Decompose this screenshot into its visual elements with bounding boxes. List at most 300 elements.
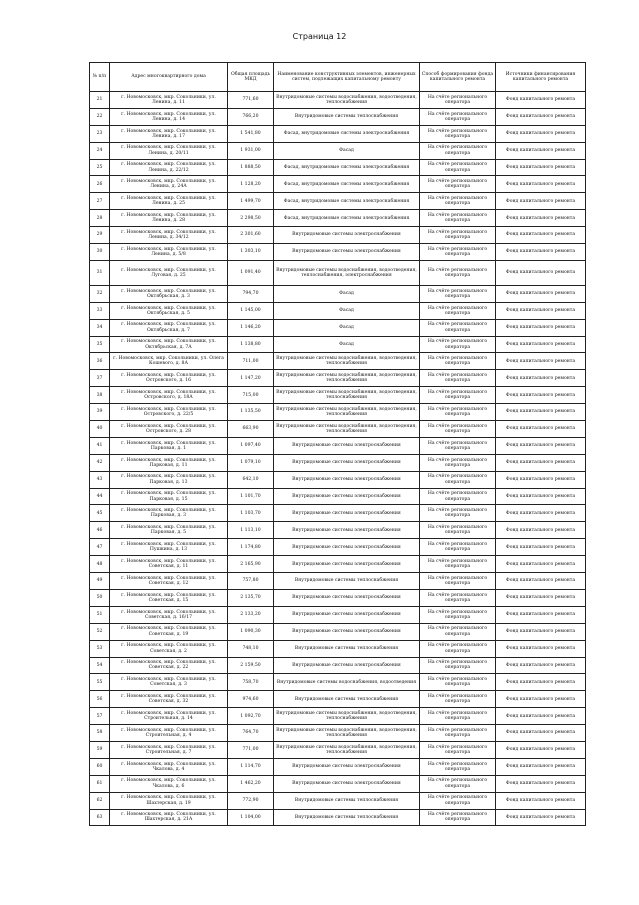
cell-address: г. Новомосковск, мкр. Сокольники, ул. Ленина, д. 14 — [110, 108, 228, 125]
table-body — [90, 92, 586, 826]
header-area: Общая площадь МКД — [228, 63, 274, 92]
cell-works: Внутридомовые системы электроснабжения — [274, 227, 420, 244]
table-row — [90, 159, 586, 176]
table-row — [90, 108, 586, 125]
cell-num: 59 — [90, 741, 110, 758]
cell-address: г. Новомосковск, мкр. Сокольники, ул. Ленина, д. 5/8 — [110, 244, 228, 261]
cell-address: г. Новомосковск, мкр. Сокольники, ул. Шахтерская, д. 21А — [110, 809, 228, 826]
cell-num: 45 — [90, 505, 110, 522]
table-row — [90, 421, 586, 438]
cell-area: 772,90 — [228, 792, 274, 809]
cell-address: г. Новомосковск, мкр. Сокольники, ул. Октябрьская, д. 5 — [110, 302, 228, 319]
cell-source: Фонд капитального ремонта — [496, 302, 586, 319]
cell-num: 23 — [90, 125, 110, 142]
cell-works: Фасад, внутридомовые системы электроснабжения — [274, 176, 420, 193]
cell-method: На счёте регионального оператора — [420, 741, 496, 758]
cell-area: 2 301,60 — [228, 227, 274, 244]
table-row — [90, 522, 586, 539]
cell-area: 766,20 — [228, 108, 274, 125]
cell-address: г. Новомосковск, мкр. Сокольники, ул. Парковая, д. 15 — [110, 488, 228, 505]
table-row — [90, 691, 586, 708]
cell-num: 63 — [90, 809, 110, 826]
header-works: Наименование конструктивных элементов, инженерных систем, подлежащих капитальному ремонту — [274, 63, 420, 92]
cell-works: Внутридомовые системы электроснабжения — [274, 606, 420, 623]
cell-num: 33 — [90, 302, 110, 319]
table-row — [90, 488, 586, 505]
cell-source: Фонд капитального ремонта — [496, 505, 586, 522]
cell-area: 711,00 — [228, 353, 274, 370]
cell-works: Внутридомовые системы электроснабжения — [274, 657, 420, 674]
cell-source: Фонд капитального ремонта — [496, 404, 586, 421]
cell-area: 1 888,50 — [228, 159, 274, 176]
cell-method: На счёте регионального оператора — [420, 260, 496, 285]
cell-address: г. Новомосковск, мкр. Сокольники, ул. Островского, д. 22/5 — [110, 404, 228, 421]
cell-source: Фонд капитального ремонта — [496, 370, 586, 387]
cell-method: На счёте регионального оператора — [420, 539, 496, 556]
cell-method: На счёте регионального оператора — [420, 708, 496, 725]
cell-num: 32 — [90, 285, 110, 302]
table-row — [90, 244, 586, 261]
cell-address: г. Новомосковск, мкр. Сокольники, ул. Парковая, д. 11 — [110, 454, 228, 471]
cell-address: г. Новомосковск, мкр. Сокольники, ул. Советская, д. 15 — [110, 589, 228, 606]
cell-method: На счёте регионального оператора — [420, 589, 496, 606]
cell-works: Внутридомовые системы водоснабжения, водоотведения — [274, 674, 420, 691]
table-row — [90, 556, 586, 573]
cell-method: На счёте регионального оператора — [420, 108, 496, 125]
header-method: Способ формирования фонда капитального ремонта — [420, 63, 496, 92]
cell-num: 48 — [90, 556, 110, 573]
cell-num: 51 — [90, 606, 110, 623]
cell-method: На счёте регионального оператора — [420, 691, 496, 708]
cell-source: Фонд капитального ремонта — [496, 708, 586, 725]
cell-area: 757,80 — [228, 573, 274, 590]
cell-works: Фасад, внутридомовые системы электроснабжения — [274, 210, 420, 227]
cell-source: Фонд капитального ремонта — [496, 285, 586, 302]
table-row — [90, 539, 586, 556]
table-row — [90, 353, 586, 370]
cell-method: На счёте регионального оператора — [420, 319, 496, 336]
table-row — [90, 319, 586, 336]
cell-source: Фонд капитального ремонта — [496, 227, 586, 244]
cell-num: 55 — [90, 674, 110, 691]
cell-works: Внутридомовые системы теплоснабжения — [274, 573, 420, 590]
cell-method: На счёте регионального оператора — [420, 336, 496, 353]
cell-area: 1 135,50 — [228, 404, 274, 421]
cell-num: 42 — [90, 454, 110, 471]
cell-method: На счёте регионального оператора — [420, 505, 496, 522]
page-header: Страница 12 — [292, 32, 347, 41]
cell-source: Фонд капитального ремонта — [496, 176, 586, 193]
cell-area: 758,70 — [228, 674, 274, 691]
table-row — [90, 454, 586, 471]
cell-address: г. Новомосковск, мкр. Сокольники, ул. Ленина, д. 11 — [110, 92, 228, 109]
cell-works: Внутридомовые системы электроснабжения — [274, 437, 420, 454]
cell-num: 39 — [90, 404, 110, 421]
cell-area: 1 138,80 — [228, 336, 274, 353]
cell-method: На счёте регионального оператора — [420, 725, 496, 742]
cell-address: г. Новомосковск, мкр. Сокольники, ул. Октябрьская, д. 7А — [110, 336, 228, 353]
cell-method: На счёте регионального оператора — [420, 809, 496, 826]
table-row — [90, 589, 586, 606]
cell-address: г. Новомосковск, мкр. Сокольники, ул. Олега Кошевого, д. 8А — [110, 353, 228, 370]
cell-area: 1 145,00 — [228, 302, 274, 319]
cell-area: 1 097,40 — [228, 437, 274, 454]
cell-address: г. Новомосковск, мкр. Сокольники, ул. Строительная, д. 7 — [110, 741, 228, 758]
cell-source: Фонд капитального ремонта — [496, 657, 586, 674]
cell-num: 24 — [90, 142, 110, 159]
cell-works: Внутридомовые системы электроснабжения — [274, 505, 420, 522]
cell-area: 663,90 — [228, 421, 274, 438]
cell-address: г. Новомосковск, мкр. Сокольники, ул. Ленина, д. 28 — [110, 210, 228, 227]
table-row — [90, 302, 586, 319]
cell-source: Фонд капитального ремонта — [496, 792, 586, 809]
cell-works: Фасад — [274, 285, 420, 302]
cell-num: 57 — [90, 708, 110, 725]
cell-method: На счёте регионального оператора — [420, 674, 496, 691]
table-row — [90, 437, 586, 454]
cell-area: 2 135,70 — [228, 589, 274, 606]
cell-method: На счёте регионального оператора — [420, 606, 496, 623]
cell-address: г. Новомосковск, мкр. Сокольники, ул. Парковая, д. 1 — [110, 437, 228, 454]
cell-area: 764,70 — [228, 725, 274, 742]
cell-address: г. Новомосковск, мкр. Сокольники, ул. Ленина, д. 20/11 — [110, 142, 228, 159]
cell-source: Фонд капитального ремонта — [496, 775, 586, 792]
cell-works: Фасад — [274, 336, 420, 353]
cell-num: 62 — [90, 792, 110, 809]
cell-source: Фонд капитального ремонта — [496, 108, 586, 125]
cell-source: Фонд капитального ремонта — [496, 336, 586, 353]
cell-area: 1 090,30 — [228, 623, 274, 640]
cell-works: Внутридомовые системы электроснабжения — [274, 454, 420, 471]
cell-address: г. Новомосковск, мкр. Сокольники, ул. Советская, д. 11 — [110, 556, 228, 573]
cell-area: 771,60 — [228, 92, 274, 109]
cell-address: г. Новомосковск, мкр. Сокольники, ул. Ленина, д. 17 — [110, 125, 228, 142]
cell-area: 2 159,50 — [228, 657, 274, 674]
cell-address: г. Новомосковск, мкр. Сокольники, ул. Островского, д. 28 — [110, 421, 228, 438]
cell-method: На счёте регионального оператора — [420, 176, 496, 193]
cell-area: 1 128,20 — [228, 176, 274, 193]
cell-works: Внутридомовые системы водоснабжения, водоотведения, теплоснабжения — [274, 708, 420, 725]
cell-works: Внутридомовые системы электроснабжения — [274, 623, 420, 640]
cell-num: 26 — [90, 176, 110, 193]
cell-source: Фонд капитального ремонта — [496, 741, 586, 758]
cell-area: 1 146,20 — [228, 319, 274, 336]
cell-works: Внутридомовые системы водоснабжения, водоотведения, теплоснабжения — [274, 370, 420, 387]
cell-num: 41 — [90, 437, 110, 454]
cell-method: На счёте регионального оператора — [420, 573, 496, 590]
table-row — [90, 606, 586, 623]
cell-method: На счёте регионального оператора — [420, 244, 496, 261]
cell-num: 53 — [90, 640, 110, 657]
table-row — [90, 370, 586, 387]
cell-area: 1 303,10 — [228, 244, 274, 261]
cell-method: На счёте регионального оператора — [420, 454, 496, 471]
cell-source: Фонд капитального ремонта — [496, 125, 586, 142]
table-row — [90, 125, 586, 142]
cell-works: Внутридомовые системы водоснабжения, водоотведения, теплоснабжения — [274, 387, 420, 404]
cell-source: Фонд капитального ремонта — [496, 92, 586, 109]
cell-area: 794,70 — [228, 285, 274, 302]
table-header — [90, 63, 586, 92]
cell-source: Фонд капитального ремонта — [496, 437, 586, 454]
cell-num: 36 — [90, 353, 110, 370]
cell-source: Фонд капитального ремонта — [496, 353, 586, 370]
cell-address: г. Новомосковск, мкр. Сокольники, ул. Островского, д. 18А — [110, 387, 228, 404]
cell-num: 47 — [90, 539, 110, 556]
cell-num: 49 — [90, 573, 110, 590]
cell-source: Фонд капитального ремонта — [496, 606, 586, 623]
cell-method: На счёте регионального оператора — [420, 522, 496, 539]
table-row — [90, 227, 586, 244]
cell-address: г. Новомосковск, мкр. Сокольники, ул. Ленина, д. 25 — [110, 193, 228, 210]
cell-source: Фонд капитального ремонта — [496, 674, 586, 691]
cell-works: Внутридомовые системы водоснабжения, водоотведения, теплоснабжения — [274, 421, 420, 438]
cell-address: г. Новомосковск, мкр. Сокольники, ул. Советская, д. 12 — [110, 573, 228, 590]
cell-works: Внутридомовые системы электроснабжения — [274, 775, 420, 792]
cell-method: На счёте регионального оператора — [420, 227, 496, 244]
cell-area: 748,10 — [228, 640, 274, 657]
cell-works: Внутридомовые системы водоснабжения, водоотведения, теплоснабжения, электроснабжения — [274, 260, 420, 285]
cell-num: 54 — [90, 657, 110, 674]
cell-method: На счёте регионального оператора — [420, 471, 496, 488]
cell-address: г. Новомосковск, мкр. Сокольники, ул. Октябрьская, д. 7 — [110, 319, 228, 336]
cell-address: г. Новомосковск, мкр. Сокольники, ул. Парковая, д. 5 — [110, 522, 228, 539]
table-row — [90, 387, 586, 404]
table-row — [90, 640, 586, 657]
cell-works: Внутридомовые системы электроснабжения — [274, 758, 420, 775]
cell-source: Фонд капитального ремонта — [496, 640, 586, 657]
cell-works: Внутридомовые системы теплоснабжения — [274, 108, 420, 125]
cell-address: г. Новомосковск, мкр. Сокольники, ул. Пушкина, д. 13 — [110, 539, 228, 556]
cell-area: 1 104,00 — [228, 809, 274, 826]
cell-method: На счёте регионального оператора — [420, 556, 496, 573]
cell-method: На счёте регионального оператора — [420, 792, 496, 809]
table-row — [90, 471, 586, 488]
cell-num: 40 — [90, 421, 110, 438]
cell-works: Внутридомовые системы водоснабжения, водоотведения, теплоснабжения — [274, 92, 420, 109]
cell-method: На счёте регионального оператора — [420, 421, 496, 438]
table-row — [90, 674, 586, 691]
cell-area: 1 931,00 — [228, 142, 274, 159]
cell-source: Фонд капитального ремонта — [496, 193, 586, 210]
cell-num: 35 — [90, 336, 110, 353]
cell-works: Фасад — [274, 319, 420, 336]
cell-address: г. Новомосковск, мкр. Сокольники, ул. Ленина, д. 34/12 — [110, 227, 228, 244]
cell-method: На счёте регионального оператора — [420, 125, 496, 142]
table-row — [90, 193, 586, 210]
cell-address: г. Новомосковск, мкр. Сокольники, ул. Советская, д. 3 — [110, 674, 228, 691]
cell-source: Фонд капитального ремонта — [496, 556, 586, 573]
cell-method: На счёте регионального оператора — [420, 623, 496, 640]
cell-area: 1 079,10 — [228, 454, 274, 471]
cell-num: 29 — [90, 227, 110, 244]
cell-address: г. Новомосковск, мкр. Сокольники, ул. Советская, д. 22 — [110, 657, 228, 674]
cell-works: Внутридомовые системы теплоснабжения — [274, 809, 420, 826]
cell-works: Внутридомовые системы водоснабжения, водоотведения, теплоснабжения — [274, 353, 420, 370]
cell-address: г. Новомосковск, мкр. Сокольники, ул. Шахтерская, д. 19 — [110, 792, 228, 809]
cell-area: 1 091,40 — [228, 260, 274, 285]
cell-address: г. Новомосковск, мкр. Сокольники, ул. Островского, д. 16 — [110, 370, 228, 387]
cell-method: На счёте регионального оператора — [420, 353, 496, 370]
table-row — [90, 775, 586, 792]
table-row — [90, 809, 586, 826]
cell-source: Фонд капитального ремонта — [496, 691, 586, 708]
table-row — [90, 176, 586, 193]
cell-source: Фонд капитального ремонта — [496, 159, 586, 176]
cell-area: 771,00 — [228, 741, 274, 758]
cell-num: 34 — [90, 319, 110, 336]
table-row — [90, 741, 586, 758]
cell-source: Фонд капитального ремонта — [496, 244, 586, 261]
cell-num: 61 — [90, 775, 110, 792]
cell-works: Внутридомовые системы теплоснабжения — [274, 691, 420, 708]
cell-area: 1 103,70 — [228, 505, 274, 522]
cell-works: Внутридомовые системы водоснабжения, водоотведения, теплоснабжения — [274, 741, 420, 758]
cell-works: Внутридомовые системы электроснабжения — [274, 488, 420, 505]
table-row — [90, 758, 586, 775]
table-row — [90, 623, 586, 640]
cell-address: г. Новомосковск, мкр. Сокольники, ул. Строительная, д. 14 — [110, 708, 228, 725]
cell-works: Фасад, внутридомовые системы электроснабжения — [274, 193, 420, 210]
cell-area: 2 133,20 — [228, 606, 274, 623]
header-source: Источники финансирования капитального ремонта — [496, 63, 586, 92]
table-row — [90, 142, 586, 159]
cell-address: г. Новомосковск, мкр. Сокольники, ул. Октябрьская, д. 3 — [110, 285, 228, 302]
cell-works: Фасад — [274, 142, 420, 159]
cell-num: 44 — [90, 488, 110, 505]
cell-method: На счёте регионального оператора — [420, 193, 496, 210]
repair-table — [89, 62, 586, 826]
cell-area: 2 298,50 — [228, 210, 274, 227]
cell-address: г. Новомосковск, мкр. Сокольники, ул. Чкалова, д. 6 — [110, 775, 228, 792]
cell-source: Фонд капитального ремонта — [496, 539, 586, 556]
table-row — [90, 336, 586, 353]
cell-num: 37 — [90, 370, 110, 387]
cell-method: На счёте регионального оператора — [420, 302, 496, 319]
cell-source: Фонд капитального ремонта — [496, 260, 586, 285]
cell-source: Фонд капитального ремонта — [496, 573, 586, 590]
header-num: № п/п — [90, 63, 110, 92]
cell-works: Фасад, внутридомовые системы электроснабжения — [274, 159, 420, 176]
cell-works: Внутридомовые системы электроснабжения — [274, 244, 420, 261]
cell-num: 60 — [90, 758, 110, 775]
cell-method: На счёте регионального оператора — [420, 758, 496, 775]
cell-source: Фонд капитального ремонта — [496, 809, 586, 826]
cell-area: 715,00 — [228, 387, 274, 404]
cell-works: Фасад — [274, 302, 420, 319]
cell-num: 27 — [90, 193, 110, 210]
table-row — [90, 210, 586, 227]
table-row — [90, 725, 586, 742]
cell-address: г. Новомосковск, мкр. Сокольники, ул. Советская, д. 19 — [110, 623, 228, 640]
cell-source: Фонд капитального ремонта — [496, 454, 586, 471]
cell-address: г. Новомосковск, мкр. Сокольники, ул. Советская, д. 32 — [110, 691, 228, 708]
cell-num: 38 — [90, 387, 110, 404]
cell-works: Внутридомовые системы электроснабжения — [274, 471, 420, 488]
cell-area: 1 114,70 — [228, 758, 274, 775]
cell-source: Фонд капитального ремонта — [496, 471, 586, 488]
cell-works: Внутридомовые системы электроснабжения — [274, 589, 420, 606]
cell-source: Фонд капитального ремонта — [496, 725, 586, 742]
header-address: Адрес многоквартирного дома — [110, 63, 228, 92]
cell-works: Внутридомовые системы водоснабжения, водоотведения, теплоснабжения — [274, 725, 420, 742]
table-row — [90, 505, 586, 522]
cell-address: г. Новомосковск, мкр. Сокольники, ул. Ленина, д. 22/12 — [110, 159, 228, 176]
table-row — [90, 260, 586, 285]
cell-method: На счёте регионального оператора — [420, 657, 496, 674]
cell-area: 642,10 — [228, 471, 274, 488]
cell-num: 28 — [90, 210, 110, 227]
cell-works: Фасад, внутридомовые системы электроснабжения — [274, 125, 420, 142]
cell-area: 1 092,70 — [228, 708, 274, 725]
cell-method: На счёте регионального оператора — [420, 142, 496, 159]
cell-area: 1 113,10 — [228, 522, 274, 539]
cell-method: На счёте регионального оператора — [420, 775, 496, 792]
cell-area: 1 541,80 — [228, 125, 274, 142]
cell-works: Внутридомовые системы водоснабжения, водоотведения, теплоснабжения — [274, 404, 420, 421]
cell-works: Внутридомовые системы теплоснабжения — [274, 792, 420, 809]
cell-source: Фонд капитального ремонта — [496, 387, 586, 404]
cell-area: 1 499,70 — [228, 193, 274, 210]
cell-address: г. Новомосковск, мкр. Сокольники, ул. Строительная, д. 4 — [110, 725, 228, 742]
cell-source: Фонд капитального ремонта — [496, 758, 586, 775]
cell-source: Фонд капитального ремонта — [496, 210, 586, 227]
cell-works: Внутридомовые системы теплоснабжения — [274, 640, 420, 657]
cell-address: г. Новомосковск, мкр. Сокольники, ул. Советская, д. 16/17 — [110, 606, 228, 623]
cell-address: г. Новомосковск, мкр. Сокольники, ул. Чкалова, д. 4 — [110, 758, 228, 775]
cell-method: На счёте регионального оператора — [420, 159, 496, 176]
cell-num: 31 — [90, 260, 110, 285]
cell-area: 974,60 — [228, 691, 274, 708]
cell-works: Внутридомовые системы электроснабжения — [274, 539, 420, 556]
cell-address: г. Новомосковск, мкр. Сокольники, ул. Парковая, д. 3 — [110, 505, 228, 522]
cell-works: Внутридомовые системы электроснабжения — [274, 556, 420, 573]
table-row — [90, 285, 586, 302]
cell-area: 1 174,80 — [228, 539, 274, 556]
cell-area: 1 101,70 — [228, 488, 274, 505]
cell-address: г. Новомосковск, мкр. Сокольники, ул. Ленина, д. 24А — [110, 176, 228, 193]
cell-source: Фонд капитального ремонта — [496, 522, 586, 539]
cell-num: 22 — [90, 108, 110, 125]
cell-source: Фонд капитального ремонта — [496, 319, 586, 336]
cell-method: На счёте регионального оператора — [420, 640, 496, 657]
cell-method: На счёте регионального оператора — [420, 285, 496, 302]
table-row — [90, 657, 586, 674]
cell-num: 50 — [90, 589, 110, 606]
cell-num: 58 — [90, 725, 110, 742]
cell-address: г. Новомосковск, мкр. Сокольники, ул. Парковая, д. 13 — [110, 471, 228, 488]
cell-method: На счёте регионального оператора — [420, 210, 496, 227]
cell-num: 21 — [90, 92, 110, 109]
cell-method: На счёте регионального оператора — [420, 404, 496, 421]
table-row — [90, 573, 586, 590]
cell-area: 2 165,90 — [228, 556, 274, 573]
cell-source: Фонд капитального ремонта — [496, 421, 586, 438]
cell-num: 43 — [90, 471, 110, 488]
table-row — [90, 92, 586, 109]
cell-num: 30 — [90, 244, 110, 261]
cell-address: г. Новомосковск, мкр. Сокольники, ул. Советская, д. 2 — [110, 640, 228, 657]
table-row — [90, 792, 586, 809]
cell-source: Фонд капитального ремонта — [496, 589, 586, 606]
table-row — [90, 708, 586, 725]
cell-works: Внутридомовые системы электроснабжения — [274, 522, 420, 539]
cell-area: 1 462,20 — [228, 775, 274, 792]
cell-method: На счёте регионального оператора — [420, 437, 496, 454]
cell-num: 25 — [90, 159, 110, 176]
cell-method: На счёте регионального оператора — [420, 387, 496, 404]
cell-source: Фонд капитального ремонта — [496, 623, 586, 640]
